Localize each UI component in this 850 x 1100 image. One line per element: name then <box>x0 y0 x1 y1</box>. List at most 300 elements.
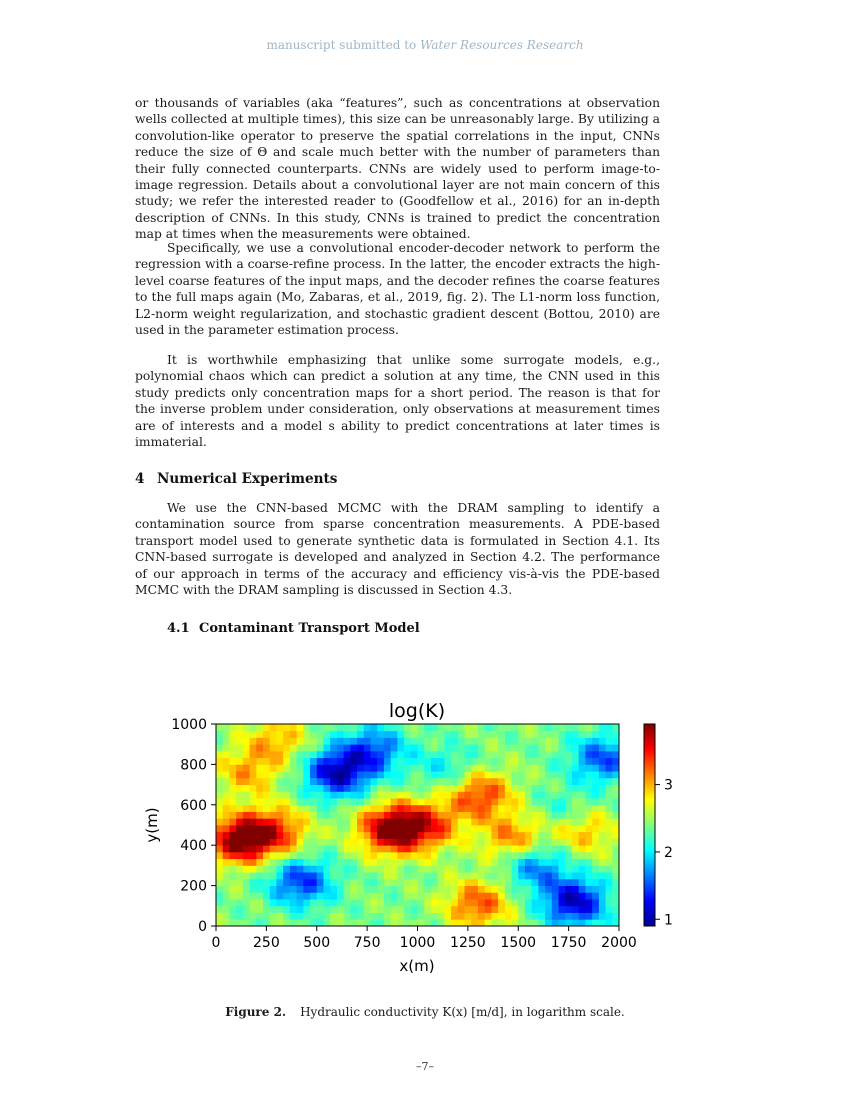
heatmap-cell <box>270 865 277 872</box>
heatmap-cell <box>377 852 384 859</box>
heatmap-cell <box>458 812 465 819</box>
heatmap-cell <box>478 731 485 738</box>
heatmap-cell <box>303 798 310 805</box>
heatmap-cell <box>223 832 230 839</box>
heatmap-cell <box>370 886 377 893</box>
heatmap-cell <box>465 737 472 744</box>
heatmap-cell <box>538 872 545 879</box>
heatmap-cell <box>263 798 270 805</box>
heatmap-cell <box>357 818 364 825</box>
heatmap-cell <box>256 737 263 744</box>
heatmap-cell <box>451 724 458 731</box>
heatmap-cell <box>478 764 485 771</box>
heatmap-cell <box>236 805 243 812</box>
heatmap-cell <box>310 771 317 778</box>
heatmap-cell <box>592 744 599 751</box>
heatmap-cell <box>357 737 364 744</box>
heatmap-cell <box>552 892 559 899</box>
heatmap-cell <box>599 737 606 744</box>
heatmap-cell <box>418 879 425 886</box>
heatmap-cell <box>465 785 472 792</box>
heatmap-cell <box>397 838 404 845</box>
heatmap-cell <box>552 778 559 785</box>
heatmap-cell <box>263 872 270 879</box>
heatmap-cell <box>243 872 250 879</box>
heatmap-cell <box>391 845 398 852</box>
heatmap-cell <box>384 758 391 765</box>
heatmap-cell <box>229 825 236 832</box>
heatmap-cell <box>606 818 613 825</box>
heatmap-cell <box>303 865 310 872</box>
heatmap-cell <box>297 872 304 879</box>
heatmap-cell <box>370 818 377 825</box>
heatmap-cell <box>229 771 236 778</box>
heatmap-cell <box>384 852 391 859</box>
heatmap-cell <box>552 845 559 852</box>
heatmap-cell <box>256 845 263 852</box>
heatmap-cell <box>397 724 404 731</box>
heatmap-cell <box>370 805 377 812</box>
heatmap-cell <box>545 791 552 798</box>
heatmap-cell <box>330 764 337 771</box>
heatmap-cell <box>404 913 411 920</box>
heatmap-cell <box>518 737 525 744</box>
heatmap-cell <box>350 805 357 812</box>
x-tick-label: 1250 <box>450 935 486 951</box>
heatmap-cell <box>263 906 270 913</box>
heatmap-cell <box>243 778 250 785</box>
heatmap-cell <box>303 791 310 798</box>
heatmap-cell <box>592 798 599 805</box>
heatmap-cell <box>337 913 344 920</box>
heatmap-cell <box>444 872 451 879</box>
heatmap-cell <box>545 913 552 920</box>
heatmap-cell <box>290 737 297 744</box>
heatmap-cell <box>538 731 545 738</box>
heatmap-cell <box>391 771 398 778</box>
heatmap-cell <box>337 825 344 832</box>
heatmap-cell <box>559 805 566 812</box>
heatmap-cell <box>283 758 290 765</box>
heatmap-cell <box>512 906 519 913</box>
heatmap-cell <box>585 724 592 731</box>
heatmap-cell <box>545 879 552 886</box>
heatmap-cell <box>498 778 505 785</box>
heatmap-cell <box>290 919 297 926</box>
heatmap-cell <box>579 764 586 771</box>
heatmap-cell <box>357 805 364 812</box>
heatmap-cell <box>310 812 317 819</box>
heatmap-cell <box>236 859 243 866</box>
heatmap-cell <box>216 859 223 866</box>
heatmap-cell <box>377 785 384 792</box>
heatmap-cell <box>317 778 324 785</box>
heatmap-cell <box>465 778 472 785</box>
heatmap-cell <box>283 919 290 926</box>
heatmap-cell <box>256 865 263 872</box>
heatmap-cell <box>411 845 418 852</box>
y-axis-ticks <box>171 717 216 935</box>
heatmap-cell <box>310 886 317 893</box>
heatmap-cell <box>431 852 438 859</box>
heatmap-cell <box>471 805 478 812</box>
heatmap-cell <box>498 731 505 738</box>
heatmap-cell <box>458 724 465 731</box>
y-tick-label: 1000 <box>171 717 207 733</box>
heatmap-cell <box>505 879 512 886</box>
heatmap-cell <box>572 832 579 839</box>
heatmap-cell <box>330 744 337 751</box>
heatmap-cell <box>532 778 539 785</box>
heatmap-cell <box>297 838 304 845</box>
heatmap-cell <box>579 838 586 845</box>
heatmap-cell <box>606 852 613 859</box>
heatmap-cell <box>397 865 404 872</box>
heatmap-cell <box>236 785 243 792</box>
heatmap-cell <box>330 791 337 798</box>
heatmap-cell <box>364 886 371 893</box>
heatmap-cell <box>465 832 472 839</box>
heatmap-cell <box>323 859 330 866</box>
heatmap-cell <box>579 879 586 886</box>
heatmap-cell <box>303 879 310 886</box>
heatmap-cell <box>458 805 465 812</box>
heatmap-cell <box>377 892 384 899</box>
heatmap-cell <box>418 913 425 920</box>
heatmap-cell <box>512 737 519 744</box>
heatmap-cell <box>357 731 364 738</box>
heatmap-cell <box>471 825 478 832</box>
heatmap-cell <box>263 785 270 792</box>
heatmap-cell <box>545 751 552 758</box>
heatmap-cell <box>451 852 458 859</box>
heatmap-cell <box>216 865 223 872</box>
heatmap-cell <box>592 825 599 832</box>
heatmap-cell <box>223 859 230 866</box>
heatmap-cell <box>323 852 330 859</box>
heatmap-cell <box>431 832 438 839</box>
heatmap-cell <box>599 744 606 751</box>
heatmap-cell <box>579 859 586 866</box>
heatmap-cell <box>491 892 498 899</box>
heatmap-cell <box>424 724 431 731</box>
heatmap-cell <box>370 919 377 926</box>
heatmap-cell <box>491 832 498 839</box>
heatmap-cell <box>451 737 458 744</box>
heatmap-cell <box>505 838 512 845</box>
heatmap-cell <box>276 838 283 845</box>
heatmap-cell <box>451 832 458 839</box>
heatmap-cell <box>364 832 371 839</box>
heatmap-cell <box>518 832 525 839</box>
heatmap-cell <box>276 764 283 771</box>
heatmap-cell <box>606 764 613 771</box>
heatmap-cell <box>579 872 586 879</box>
heatmap-cell <box>370 865 377 872</box>
heatmap-cell <box>424 785 431 792</box>
heatmap-cell <box>344 899 351 906</box>
heatmap-cell <box>229 724 236 731</box>
heatmap-cell <box>424 879 431 886</box>
heatmap-cell <box>451 812 458 819</box>
heatmap-cell <box>384 838 391 845</box>
heatmap-cell <box>370 845 377 852</box>
heatmap-cell <box>283 805 290 812</box>
heatmap-cell <box>438 791 445 798</box>
heatmap-cell <box>350 724 357 731</box>
heatmap-cell <box>243 852 250 859</box>
heatmap-cell <box>525 744 532 751</box>
heatmap-cell <box>263 899 270 906</box>
heatmap-cell <box>391 805 398 812</box>
heatmap-cell <box>337 832 344 839</box>
heatmap-cell <box>270 838 277 845</box>
heatmap-cell <box>303 771 310 778</box>
heatmap-cell <box>411 825 418 832</box>
heatmap-cell <box>498 838 505 845</box>
heatmap-cell <box>491 818 498 825</box>
heatmap-cell <box>323 798 330 805</box>
heatmap-cell <box>397 886 404 893</box>
heatmap-cell <box>545 818 552 825</box>
heatmap-cell <box>505 899 512 906</box>
heatmap-cell <box>491 751 498 758</box>
heatmap-cell <box>612 852 619 859</box>
heatmap-cell <box>505 906 512 913</box>
heatmap-cell <box>243 758 250 765</box>
heatmap-cell <box>538 771 545 778</box>
heatmap-cell <box>498 751 505 758</box>
heatmap-cell <box>391 818 398 825</box>
heatmap-cell <box>323 744 330 751</box>
heatmap-cell <box>243 805 250 812</box>
heatmap-cell <box>518 812 525 819</box>
heatmap-cell <box>599 764 606 771</box>
heatmap-cell <box>505 845 512 852</box>
heatmap-cell <box>290 892 297 899</box>
heatmap-cell <box>370 764 377 771</box>
heatmap-cell <box>538 751 545 758</box>
heatmap-cell <box>364 838 371 845</box>
heatmap-cell <box>397 737 404 744</box>
heatmap-cell <box>538 778 545 785</box>
heatmap-cell <box>350 751 357 758</box>
heatmap-cell <box>451 906 458 913</box>
heatmap-cell <box>276 785 283 792</box>
heatmap-cell <box>565 724 572 731</box>
heatmap-cell <box>404 812 411 819</box>
heatmap-cell <box>344 778 351 785</box>
heatmap-cell <box>465 798 472 805</box>
heatmap-cell <box>263 778 270 785</box>
heatmap-cell <box>250 859 257 866</box>
heatmap-cell <box>438 879 445 886</box>
heatmap-cell <box>552 751 559 758</box>
heatmap-cell <box>337 906 344 913</box>
heatmap-cell <box>283 785 290 792</box>
heatmap-cell <box>330 778 337 785</box>
heatmap-cell <box>263 812 270 819</box>
heatmap-cell <box>438 724 445 731</box>
heatmap-cell <box>599 832 606 839</box>
heatmap-cell <box>310 737 317 744</box>
heatmap-cell <box>545 724 552 731</box>
heatmap-cell <box>370 906 377 913</box>
heatmap-cell <box>263 852 270 859</box>
heatmap-cell <box>538 865 545 872</box>
heatmap-cell <box>397 879 404 886</box>
heatmap-cell <box>297 845 304 852</box>
heatmap-cell <box>592 805 599 812</box>
heatmap-cell <box>344 771 351 778</box>
heatmap-cell <box>612 845 619 852</box>
heatmap-cell <box>397 852 404 859</box>
heatmap-cell <box>485 805 492 812</box>
heatmap-cell <box>485 838 492 845</box>
heatmap-cell <box>330 731 337 738</box>
heatmap-cell <box>357 859 364 866</box>
figure-caption <box>0 1005 850 1019</box>
heatmap-cell <box>303 906 310 913</box>
heatmap-cell <box>250 751 257 758</box>
heatmap-cell <box>411 899 418 906</box>
heatmap-cell <box>585 899 592 906</box>
heatmap-cell <box>330 852 337 859</box>
heatmap-cell <box>498 791 505 798</box>
heatmap-cell <box>411 778 418 785</box>
heatmap-cell <box>458 906 465 913</box>
heatmap-cell <box>538 825 545 832</box>
heatmap-cell <box>216 805 223 812</box>
section-title: Numerical Experiments <box>157 471 338 487</box>
heatmap-cell <box>223 744 230 751</box>
heatmap-cell <box>344 865 351 872</box>
heatmap-cell <box>438 771 445 778</box>
heatmap-cell <box>612 758 619 765</box>
heatmap-cell <box>431 845 438 852</box>
heatmap-cell <box>444 892 451 899</box>
heatmap-cell <box>236 825 243 832</box>
heatmap-cell <box>538 724 545 731</box>
heatmap-cell <box>236 832 243 839</box>
heatmap-cell <box>485 818 492 825</box>
heatmap-cell <box>344 812 351 819</box>
heatmap-cell <box>330 771 337 778</box>
heatmap-cell <box>344 731 351 738</box>
heatmap-cell <box>438 838 445 845</box>
heatmap-cell <box>270 758 277 765</box>
heatmap-cell <box>572 778 579 785</box>
heatmap-cell <box>250 731 257 738</box>
heatmap-cell <box>612 731 619 738</box>
heatmap-cell <box>350 845 357 852</box>
heatmap-cell <box>579 913 586 920</box>
heatmap-cell <box>465 838 472 845</box>
heatmap-cell <box>310 798 317 805</box>
heatmap-cell <box>216 758 223 765</box>
heatmap-cell <box>525 764 532 771</box>
heatmap-cell <box>256 764 263 771</box>
heatmap-cell <box>431 892 438 899</box>
heatmap-cell <box>478 899 485 906</box>
heatmap-cell <box>250 818 257 825</box>
heatmap-cell <box>377 758 384 765</box>
heatmap-cell <box>444 865 451 872</box>
heatmap-cell <box>451 886 458 893</box>
heatmap-cell <box>344 872 351 879</box>
heatmap-cell <box>344 906 351 913</box>
heatmap-cell <box>599 892 606 899</box>
heatmap-cell <box>458 886 465 893</box>
heatmap-cell <box>303 892 310 899</box>
heatmap-cell <box>485 832 492 839</box>
heatmap-cell <box>216 872 223 879</box>
heatmap-cell <box>512 751 519 758</box>
heatmap-cell <box>370 913 377 920</box>
heatmap-cell <box>451 764 458 771</box>
heatmap-cell <box>471 778 478 785</box>
heatmap-cell <box>250 852 257 859</box>
heatmap-cell <box>465 879 472 886</box>
heatmap-cell <box>444 838 451 845</box>
heatmap-cell <box>491 812 498 819</box>
heatmap-cell <box>337 852 344 859</box>
heatmap-cell <box>559 852 566 859</box>
heatmap-cell <box>243 838 250 845</box>
heatmap-cell <box>330 758 337 765</box>
heatmap-cell <box>391 785 398 792</box>
heatmap-cell <box>344 838 351 845</box>
heatmap-cell <box>538 737 545 744</box>
heatmap-cell <box>404 838 411 845</box>
heatmap-cell <box>505 731 512 738</box>
heatmap-cell <box>377 798 384 805</box>
heatmap-cell <box>377 919 384 926</box>
heatmap-cell <box>592 919 599 926</box>
heatmap-cell <box>565 744 572 751</box>
heatmap-cell <box>538 919 545 926</box>
heatmap-cell <box>599 724 606 731</box>
heatmap-cell <box>592 785 599 792</box>
heatmap-cell <box>337 919 344 926</box>
heatmap-cell <box>250 791 257 798</box>
heatmap-cell <box>303 805 310 812</box>
heatmap-cell <box>552 785 559 792</box>
heatmap-cell <box>585 886 592 893</box>
heatmap-cell <box>364 919 371 926</box>
heatmap-cell <box>229 818 236 825</box>
heatmap-cell <box>478 845 485 852</box>
heatmap-cell <box>256 892 263 899</box>
heatmap-cell <box>418 771 425 778</box>
heatmap-cell <box>585 751 592 758</box>
heatmap-cell <box>444 832 451 839</box>
heatmap-cell <box>424 731 431 738</box>
heatmap-cell <box>310 892 317 899</box>
heatmap-cell <box>518 852 525 859</box>
heatmap-cell <box>552 859 559 866</box>
heatmap-cell <box>283 812 290 819</box>
heatmap-cell <box>525 852 532 859</box>
heatmap-cell <box>451 892 458 899</box>
heatmap-cell <box>216 899 223 906</box>
heatmap-cell <box>323 771 330 778</box>
heatmap-cell <box>451 778 458 785</box>
heatmap-cell <box>317 852 324 859</box>
heatmap-cell <box>350 785 357 792</box>
heatmap-cell <box>317 886 324 893</box>
heatmap-cell <box>458 879 465 886</box>
